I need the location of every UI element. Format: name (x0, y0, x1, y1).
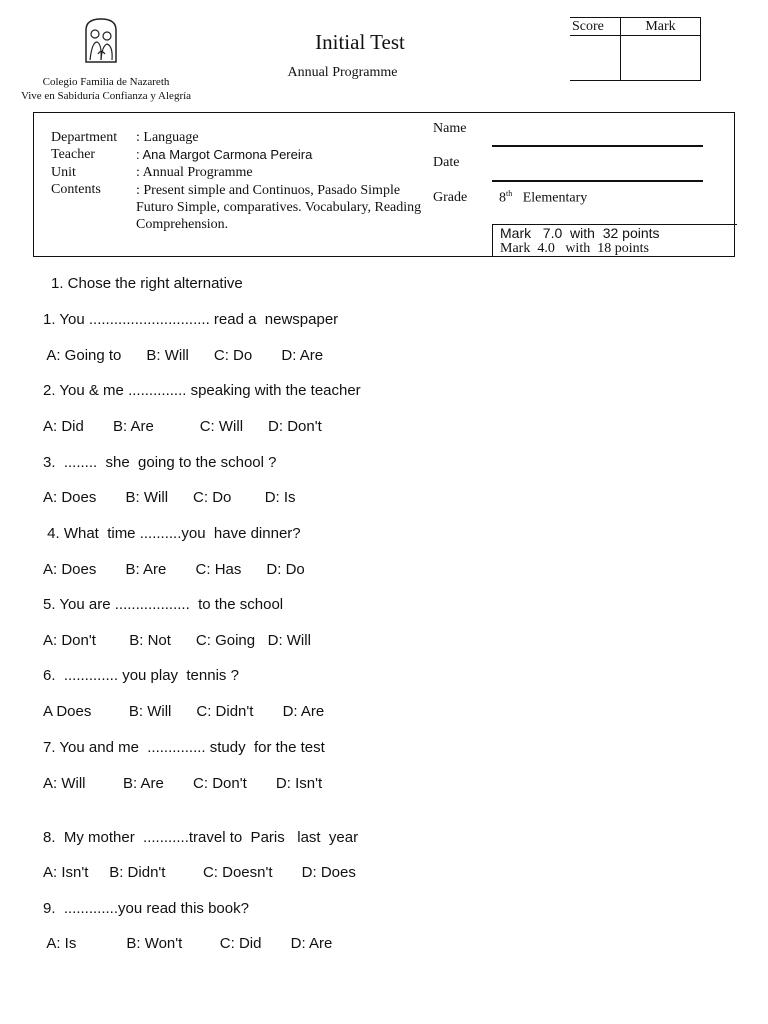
question-8: 8. My mother ...........travel to Paris last year (43, 829, 359, 846)
department-label: Department (51, 130, 118, 145)
question-5-options[interactable]: A: Don't B: Not C: Going D: Will (43, 632, 311, 649)
question-3: 3. ........ she going to the school ? (43, 454, 277, 471)
grade-value (499, 189, 587, 207)
mark-cell[interactable] (620, 35, 701, 81)
mark-header: Mark (620, 17, 701, 36)
grade-number: 8 (499, 190, 506, 206)
teacher-value: : Ana Margot Carmona Pereira (136, 147, 313, 162)
question-2-options[interactable]: A: Did B: Are C: Will D: Don't (43, 418, 322, 435)
mark-scale-box (492, 224, 737, 257)
score-header: Score (570, 17, 622, 36)
school-logo-icon (80, 16, 122, 64)
question-4-options[interactable]: A: Does B: Are C: Has D: Do (43, 561, 305, 578)
question-8-options[interactable]: A: Isn't B: Didn't C: Doesn't D: Does (43, 864, 356, 881)
contents-label: Contents (51, 182, 101, 197)
school-name: Colegio Familia de Nazareth (42, 76, 170, 88)
score-cell[interactable] (570, 35, 620, 81)
unit-value: : Annual Programme (136, 165, 253, 180)
question-2: 2. You & me .............. speaking with the teacher (43, 382, 361, 399)
question-1: 1. You ............................. read a newspaper (43, 311, 339, 328)
score-mark-table (570, 17, 701, 81)
page-title: Initial Test (315, 30, 405, 54)
grade-suffix: th (506, 189, 513, 198)
grade-label: Grade (433, 190, 468, 205)
date-field[interactable] (492, 180, 703, 182)
unit-label: Unit (51, 165, 76, 180)
contents-value: : Present simple and Continuos, Pasado Simple Futuro Simple, comparatives. Vocabulary, Reading Comprehension. (136, 183, 422, 232)
school-motto: Vive en Sabiduría Confianza y Alegría (20, 90, 192, 102)
mark-scale-line-2: Mark 4.0 with 18 points (500, 241, 649, 256)
question-7-options[interactable]: A: Will B: Are C: Don't D: Isn't (43, 775, 323, 792)
teacher-label: Teacher (51, 147, 96, 162)
date-label: Date (433, 155, 460, 170)
question-3-options[interactable]: A: Does B: Will C: Do D: Is (43, 489, 296, 506)
mark-scale-line-1: Mark 7.0 with 32 points (500, 225, 660, 241)
question-7: 7. You and me .............. study for the test (43, 739, 325, 756)
page-subtitle: Annual Programme (287, 65, 398, 80)
question-9: 9. .............you read this book? (43, 900, 249, 917)
student-info-box (33, 112, 735, 257)
section-heading: 1. Chose the right alternative (51, 275, 243, 292)
question-1-options[interactable]: A: Going to B: Will C: Do D: Are (43, 347, 324, 364)
question-6: 6. ............. you play tennis ? (43, 667, 239, 684)
name-label: Name (433, 121, 467, 136)
question-5: 5. You are .................. to the school (43, 596, 284, 613)
department-value: : Language (136, 130, 199, 145)
name-field[interactable] (492, 145, 703, 147)
question-9-options[interactable]: A: Is B: Won't C: Did D: Are (43, 935, 333, 952)
question-6-options[interactable]: A Does B: Will C: Didn't D: Are (43, 703, 325, 720)
grade-level: Elementary (522, 190, 588, 206)
question-4: 4. What time ..........you have dinner? (43, 525, 301, 542)
